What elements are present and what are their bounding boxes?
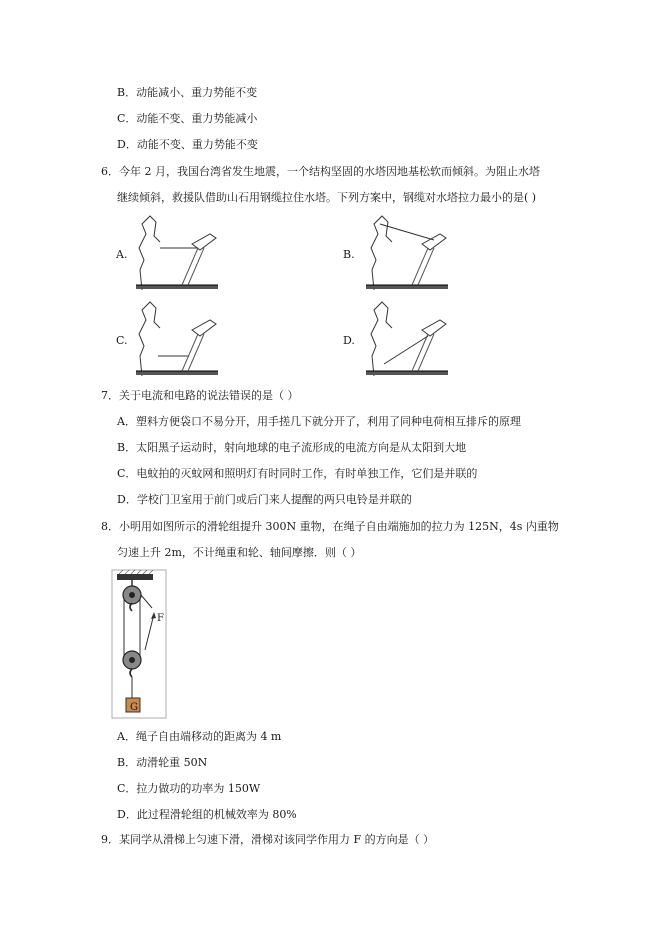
q8-weight-label: G (130, 702, 138, 713)
q7-stem: 7．关于电流和电路的说法错误的是（ ） (101, 389, 299, 402)
q6-figure-d (362, 298, 454, 380)
q7-option-b: B．太阳黑子运动时，射向地球的电子流形成的电流方向是从太阳到大地 (117, 441, 467, 454)
q5-option-d: D．动能不变、重力势能不变 (117, 138, 258, 151)
q6-stem-line1: 6．今年 2 月，我国台湾省发生地震，一个结构坚固的水塔因地基松软而倾斜。为阻止水塔 (101, 165, 540, 178)
q6-option-a-label: A. (116, 248, 128, 261)
q8-option-c: C．拉力做功的功率为 150W (117, 782, 261, 795)
q6-option-c-label: C. (116, 334, 128, 347)
q8-force-label: F (157, 613, 164, 624)
q6-figure-c (130, 298, 222, 380)
q7-option-d: D．学校门卫室用于前门或后门来人提醒的两只电铃是并联的 (117, 493, 412, 506)
q9-stem: 9．某同学从滑梯上匀速下滑，滑梯对该同学作用力 F 的方向是（ ） (101, 833, 435, 846)
q6-figure-b (362, 212, 454, 294)
q7-option-c: C．电蚊拍的灭蚊网和照明灯有时同时工作，有时单独工作，它们是并联的 (117, 467, 478, 480)
q5-option-c: C．动能不变、重力势能减小 (117, 112, 258, 125)
q8-stem-line1: 8．小明用如图所示的滑轮组提升 300N 重物，在绳子自由端施加的拉力为 125N，4s 内重物 (101, 520, 559, 533)
q8-stem-line2: 匀速上升 2m，不计绳重和轮、轴间摩擦．则（ ） (117, 546, 362, 559)
q5-option-b: B．动能减小、重力势能不变 (117, 86, 258, 99)
q8-option-b: B．动滑轮重 50N (117, 756, 208, 769)
q8-option-d: D．此过程滑轮组的机械效率为 80% (117, 808, 297, 821)
q6-option-d-label: D. (343, 334, 355, 347)
q8-pulley-figure (112, 570, 168, 720)
q6-option-b-label: B. (343, 248, 355, 261)
q6-stem-line2: 继续倾斜，救援队借助山石用钢缆拉住水塔。下列方案中，钢缆对水塔拉力最小的是( ) (117, 191, 537, 204)
q8-option-a: A．绳子自由端移动的距离为 4 m (117, 730, 282, 743)
q7-option-a: A．塑料方便袋口不易分开，用手搓几下就分开了，利用了同种电荷相互排斥的原理 (117, 415, 521, 428)
q6-figure-a (130, 212, 222, 294)
